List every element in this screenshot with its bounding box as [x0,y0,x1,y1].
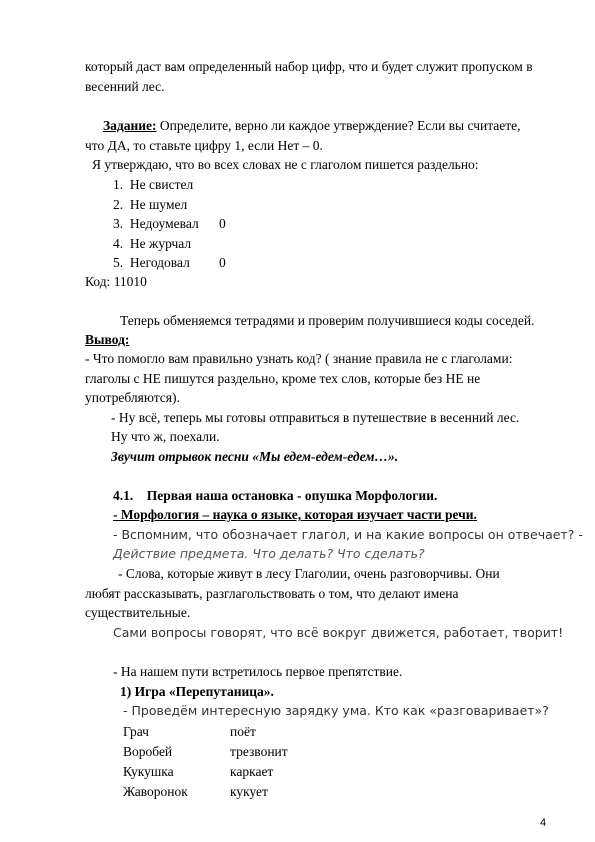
list-item-number: 2. [113,197,124,212]
section-paragraph-1: - Слова, которые живут в лесу Глаголии, очень разговорчивы. Они [118,566,500,581]
list-item-word: Недоумевал [129,216,199,231]
list-item-number: 1. [113,177,124,192]
exchange-line: Теперь обменяемся тетрадями и проверим получившиеся коды соседей. [120,313,535,328]
section-paragraph-2: любят рассказывать, разглагольствовать о том, что делают имена [85,586,459,601]
list-item [113,176,193,194]
song-note: Звучит отрывок песни «Мы едем-едем-едем…». [111,449,399,464]
list-item-word: Не журчал [129,236,192,251]
list-item-word: Не шумел [129,197,188,212]
conclusion-reply-2: Ну что ж, поехали. [111,429,220,444]
pair-bird: Грач [123,724,149,739]
pair-bird: Кукушка [123,764,174,779]
pair-bird: Жаворонок [123,784,188,799]
warmup-line: - Проведём интересную зарядку ума. Кто как «разговаривает»? [123,703,549,718]
list-item-number: 4. [113,236,124,251]
list-item [113,235,191,253]
page-number: 4 [540,817,547,829]
pair-verb: кукует [230,784,268,799]
game-title: 1) Игра «Перепутаница». [120,684,274,699]
code-line: Код: 11010 [85,274,147,289]
section-paragraph-4: Сами вопросы говорят, что всё вокруг движется, работает, творит! [113,625,564,640]
pair-verb: трезвонит [230,744,288,759]
section-number: 4.1. [113,488,134,503]
section-answer: Действие предмета. Что делать? Что сделать? [113,546,425,561]
conclusion-label: Вывод: [85,332,130,347]
task-statement: Я утверждаю, что во всех словах не с глаголом пишется раздельно: [92,157,479,172]
task-line-1 [103,117,521,135]
intro-line-2: весенний лес. [85,79,165,94]
list-item [113,215,199,233]
list-item-mark: 0 [219,255,226,270]
task-text-2: что ДА, то ставьте цифру 1, если Нет – 0. [85,138,323,153]
task-text-1: Определите, верно ли каждое утверждение? Если вы считаете, [156,118,521,133]
list-item-number: 5. [113,255,124,270]
section-heading [113,487,437,505]
section-definition: - Морфология – наука о языке, которая изучает части речи. [113,507,477,522]
list-item [113,196,187,214]
list-item [113,254,190,272]
list-item-mark: 0 [219,216,226,231]
conclusion-question-2: глаголы с НЕ пишутся раздельно, кроме тех слов, которые без НЕ не [85,371,481,386]
conclusion-question-1: - Что помогло вам правильно узнать код? ( знание правила не с глаголами: [85,351,513,366]
pair-bird: Воробей [123,744,173,759]
obstacle-line: - На нашем пути встретилось первое препятствие. [113,664,403,679]
pair-verb: поёт [230,724,256,739]
section-recall: - Вспомним, что обозначает глагол, и на какие вопросы он отвечает? - [113,527,583,542]
intro-line-1: который даст вам определенный набор цифр, что и будет служит пропуском в [85,59,533,74]
list-item-word: Не свистел [129,177,194,192]
section-title: Первая наша остановка - опушка Морфологии. [146,488,438,503]
list-item-word: Негодовал [129,255,190,270]
conclusion-reply-1: - Ну всё, теперь мы готовы отправиться в путешествие в весенний лес. [111,410,520,425]
pair-verb: каркает [230,764,274,779]
conclusion-question-3: употребляются). [85,390,180,405]
task-label: Задание: [103,118,157,133]
section-paragraph-3: существительные. [85,605,191,620]
list-item-number: 3. [113,216,124,231]
